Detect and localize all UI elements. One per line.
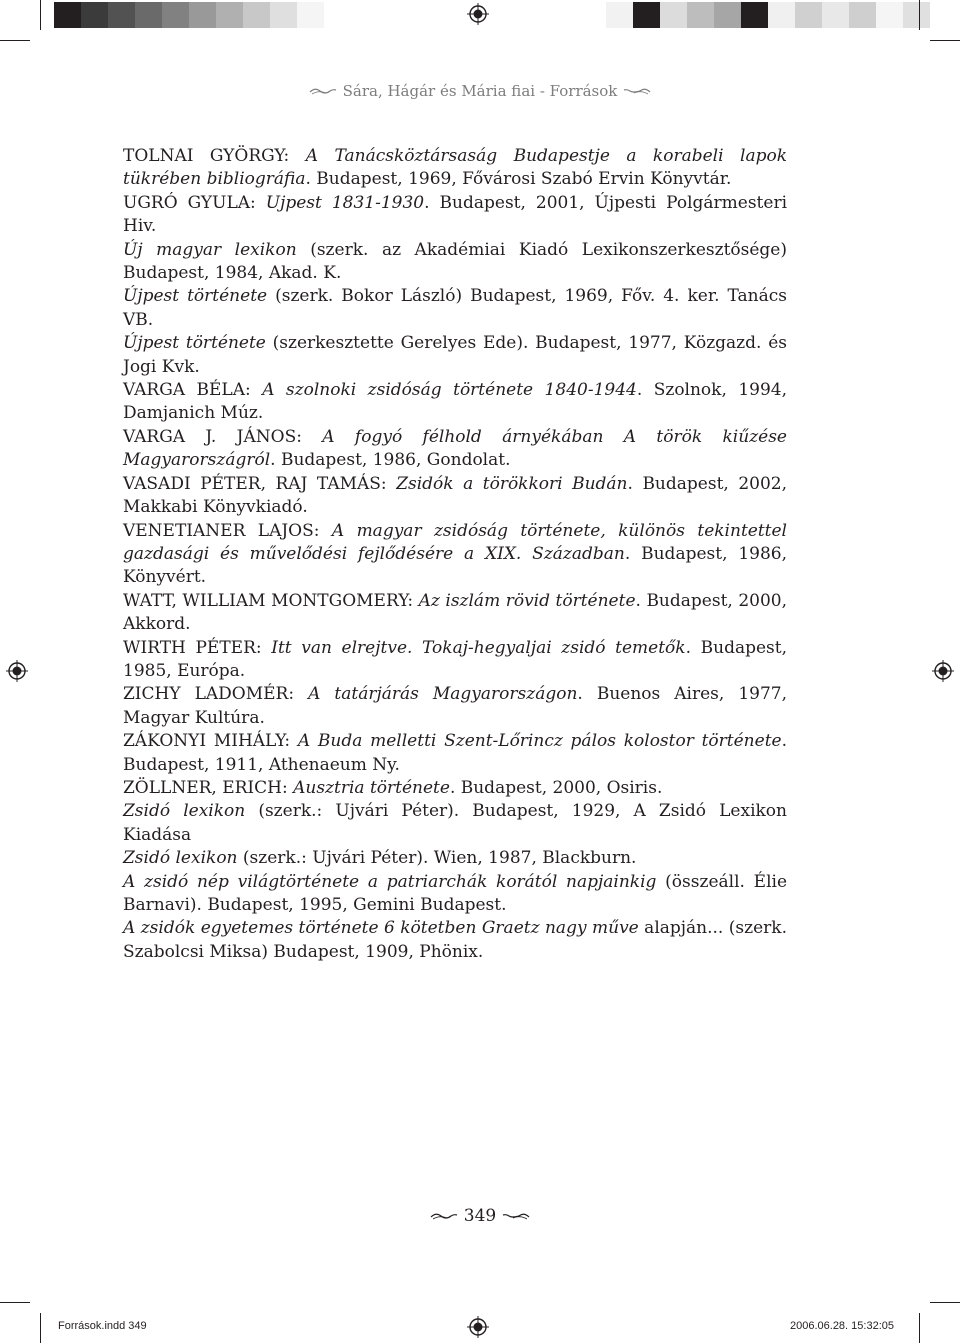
entry-title: A Tanácsköztársaság Budapestje a korabeli lapok tükrében bibliográfia [123, 146, 787, 190]
entry-text: WATT, WILLIAM MONTGOMERY: [123, 590, 419, 611]
color-swatch [660, 2, 687, 28]
entry-text: VENETIANER LAJOS: [123, 520, 332, 541]
entry-text: ZICHY LADOMÉR: [123, 684, 309, 705]
entry-text: . Budapest, 1911, Athenaeum Ny. [123, 731, 787, 775]
entry-text: TOLNAI GYÖRGY: [123, 146, 306, 166]
entry-title: A zsidók egyetemes története 6 kötetben Graetz nagy műve [123, 918, 639, 939]
entry-title: Az iszlám rövid története [418, 590, 636, 611]
entry-text: . Budapest, 2001, Újpesti Polgármesteri Hiv. [123, 192, 788, 237]
registration-mark-icon [467, 1316, 489, 1338]
entry-title: A tatárjárás Magyarországon [308, 684, 578, 705]
entry-text: VARGA J. JÁNOS: [123, 426, 323, 447]
color-swatch [741, 2, 768, 28]
ornament-left-icon [430, 1211, 458, 1221]
color-swatch [822, 2, 849, 28]
color-swatch [633, 2, 660, 28]
entry-text: . Budapest, 1986, Könyvért. [123, 543, 787, 588]
entry-text: . Buenos Aires, 1977, Magyar Kultúra. [123, 684, 787, 728]
entry-text: . Szolnok, 1994, Damjanich Múz. [123, 380, 788, 424]
bibliography-entry [123, 683, 787, 730]
entry-title: A magyar zsidóság története, különös tekintettel gazdasági és művelődési fejlődésére a XIX. Században [123, 520, 787, 564]
color-swatch [108, 2, 135, 28]
color-swatch [216, 2, 243, 28]
entry-title: Újpest története [123, 286, 268, 307]
color-swatch [687, 2, 714, 28]
entry-text: (szerk.: Ujvári Péter). Wien, 1987, Blackburn. [237, 848, 637, 869]
entry-title: Új magyar lexikon [123, 239, 297, 260]
color-swatch [768, 2, 795, 28]
entry-text: UGRÓ GYULA: [123, 192, 266, 213]
color-swatch [795, 2, 822, 28]
color-swatch [135, 2, 162, 28]
color-swatch [54, 2, 81, 28]
bibliography-entry [123, 777, 787, 800]
bibliography-entry [123, 192, 787, 239]
entry-text: (szerkesztette Gerelyes Ede). Budapest, 1977, Közgazd. és Jogi Kvk. [123, 333, 787, 377]
ornament-left-icon [309, 86, 337, 96]
bibliography-entry [123, 520, 787, 590]
bibliography-entry [123, 730, 787, 777]
entry-text: ZÁKONYI MIHÁLY: [123, 731, 298, 752]
color-swatch [81, 2, 108, 28]
bibliography-entry [123, 473, 787, 520]
entry-title: A Buda melletti Szent-Lőrincz pálos kolostor története [297, 731, 782, 752]
crop-mark [40, 1313, 41, 1343]
slug-filename: Források.indd 349 [58, 1320, 147, 1332]
crop-mark [930, 40, 960, 41]
registration-mark-icon [932, 660, 954, 682]
entry-text: WIRTH PÉTER: [123, 637, 272, 658]
running-header-title: Sára, Hágár és Mária fiai - Források [342, 82, 618, 100]
color-swatch [903, 2, 930, 28]
entry-title: A fogyó félhold árnyékában A török kiűzése Magyarországról [123, 426, 787, 471]
entry-text: (összeáll. Élie Barnavi). Budapest, 1995, Gemini Budapest. [123, 871, 787, 915]
entry-text: (szerk. az Akadémiai Kiadó Lexikonszerkesztősége) Budapest, 1984, Akad. K. [123, 239, 787, 284]
entry-text: ZÖLLNER, ERICH: [123, 777, 294, 798]
bibliography-entry [123, 637, 787, 684]
bibliography-entry [123, 590, 787, 637]
entry-title: Zsidó lexikon [123, 848, 238, 869]
entry-title: Itt van elrejtve. Tokaj-hegyaljai zsidó temetők [271, 637, 686, 658]
color-swatch [849, 2, 876, 28]
entry-text: alapján... (szerk. Szabolcsi Miksa) Budapest, 1909, Phönix. [123, 918, 787, 962]
crop-mark [0, 40, 30, 41]
color-bar-right [606, 2, 930, 28]
entry-title: Ausztria története [293, 777, 450, 798]
crop-mark [919, 1313, 920, 1343]
page-number-block [0, 1206, 960, 1226]
bibliography-entry [123, 285, 787, 332]
slug-timestamp: 2006.06.28. 15:32:05 [790, 1320, 894, 1332]
registration-mark-icon [467, 3, 489, 25]
entry-text: . Budapest, 2000, Akkord. [123, 590, 787, 635]
crop-mark [0, 1302, 30, 1303]
entry-text: (szerk.: Ujvári Péter). Budapest, 1929, A Zsidó Lexikon Kiadása [123, 801, 787, 845]
entry-text: . Budapest, 1985, Európa. [123, 637, 787, 681]
entry-title: Ujpest 1831-1930 [265, 192, 425, 213]
bibliography-entry [123, 426, 787, 473]
bibliography-list [123, 145, 787, 964]
bibliography-entry [123, 332, 787, 379]
color-swatch [297, 2, 324, 28]
bibliography-entry [123, 145, 787, 192]
entry-text: . Budapest, 1986, Gondolat. [270, 450, 511, 471]
crop-mark [919, 0, 920, 30]
color-swatch [162, 2, 189, 28]
bibliography-entry [123, 800, 787, 847]
entry-text: . Budapest, 1969, Fővárosi Szabó Ervin Könyvtár. [305, 169, 732, 190]
registration-mark-icon [6, 660, 28, 682]
entry-text: . Budapest, 2000, Osiris. [449, 777, 663, 798]
entry-text: VASADI PÉTER, RAJ TAMÁS: [123, 473, 397, 494]
ornament-right-icon [623, 86, 651, 96]
color-swatch [243, 2, 270, 28]
color-swatch [714, 2, 741, 28]
entry-text: . Budapest, 2002, Makkabi Könyvkiadó. [123, 473, 787, 518]
bibliography-entry [123, 847, 787, 870]
entry-text: VARGA BÉLA: [123, 380, 263, 401]
entry-text: (szerk. Bokor László) Budapest, 1969, Főv. 4. ker. Tanács VB. [123, 286, 787, 330]
entry-title: A szolnoki zsidóság története 1840-1944 [262, 380, 637, 401]
crop-mark [40, 0, 41, 30]
entry-title: Zsidók a törökkori Budán [396, 473, 628, 494]
entry-title: Újpest története [123, 333, 266, 354]
entry-title: Zsidó lexikon [123, 801, 246, 822]
crop-mark [930, 1302, 960, 1303]
bibliography-entry [123, 379, 787, 426]
color-swatch [876, 2, 903, 28]
bibliography-entry [123, 871, 787, 918]
running-header [0, 82, 960, 100]
bibliography-entry [123, 239, 787, 286]
ornament-right-icon [502, 1211, 530, 1221]
color-swatch [606, 2, 633, 28]
page-number: 349 [463, 1206, 497, 1226]
color-swatch [189, 2, 216, 28]
color-swatch [270, 2, 297, 28]
color-bar-left [54, 2, 324, 28]
entry-title: A zsidó nép világtörténete a patriarchák korától napjainkig [123, 871, 657, 892]
bibliography-entry [123, 917, 787, 964]
